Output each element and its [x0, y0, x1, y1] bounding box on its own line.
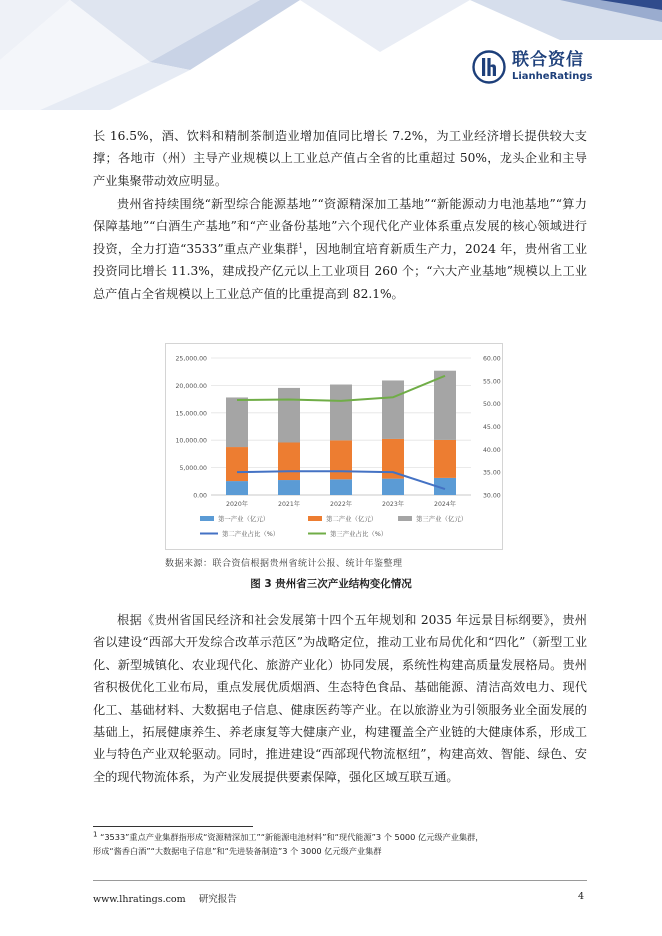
y-left-tick-label: 10,000.00	[175, 437, 207, 445]
footnote	[93, 830, 587, 858]
footnote-line-1	[93, 830, 587, 844]
paragraph-2-text	[93, 193, 587, 305]
footer-divider	[93, 880, 587, 881]
paragraph-industrial-growth	[93, 125, 587, 192]
bar-segment	[382, 479, 404, 495]
y-right-tick-label: 30.00	[483, 492, 501, 500]
paragraph-2-part-b: ，因地制宜培育新质生产力，2024 年，贵州省工业投资同比增长 11.3%，建成投产亿元以上工业项目 260 个；“六大产业基地”规模以上工业总产值占全省规模以上工业总产值的比重提高到 82.1%。	[93, 241, 588, 301]
y-left-tick-label: 25,000.00	[175, 355, 207, 363]
legend-label: 第二产业占比（%）	[222, 530, 280, 538]
bar-segment	[434, 371, 456, 440]
footnote-mark: 1	[93, 830, 98, 839]
legend-swatch	[398, 516, 412, 521]
bar-segment	[226, 481, 248, 495]
y-right-tick-label: 60.00	[483, 355, 501, 363]
footer-report-label: 研究报告	[198, 894, 237, 905]
footnote-divider	[93, 826, 253, 827]
footnote-line-2: 形成“酱香白酒”“大数据电子信息”和“先进装备制造”3 个 3000 亿元级产业集群	[93, 846, 382, 856]
industry-structure-chart	[165, 343, 503, 550]
y-left-tick-label: 5,000.00	[179, 465, 207, 473]
x-tick-label: 2023年	[382, 501, 404, 508]
bar-segment	[278, 388, 300, 443]
legend-label: 第三产业占比（%）	[330, 530, 388, 538]
legend-swatch	[308, 516, 322, 521]
legend-label: 第二产业（亿元）	[326, 515, 378, 523]
bar-segment	[226, 447, 248, 481]
y-right-tick-label: 45.00	[483, 424, 501, 431]
figure-source: 数据来源：联合资信根据贵州省统计公报、统计年鉴整理	[165, 559, 403, 569]
legend-swatch	[200, 516, 214, 521]
paragraph-planning	[93, 609, 587, 788]
paragraph-2-part-a: 贵州省持续围绕“新型综合能源基地”“资源精深加工基地”“新能源动力电池基地”“算力保障基地”“白酒生产基地”和“产业备份基地”六个现代化产业体系重点发展的核心领域进行投资，全力打造“3533”重点产业集群	[93, 197, 587, 256]
lianhe-logo-icon	[472, 50, 506, 84]
bar-segment	[330, 385, 352, 441]
bar-segment	[226, 397, 248, 447]
x-tick-label: 2022年	[330, 501, 352, 508]
bar-segment	[330, 479, 352, 495]
bar-segment	[330, 440, 352, 479]
footnote-reference: 1	[298, 241, 303, 250]
company-logo	[472, 50, 592, 84]
figure-caption: 图 3 贵州省三次产业结构变化情况	[250, 578, 412, 590]
footer-left	[93, 891, 237, 905]
bar-segment	[434, 440, 456, 478]
logo-english-name: LianheRatings	[512, 71, 593, 82]
y-right-tick-label: 55.00	[483, 378, 501, 386]
y-left-tick-label: 0.00	[193, 492, 207, 500]
x-tick-label: 2020年	[226, 501, 248, 508]
legend-label: 第一产业（亿元）	[218, 515, 270, 523]
footnote-line-1-text: “3533”重点产业集群指形成“资源精深加工”“新能源电池材料”和“现代能源”3 个 5000 亿元级产业集群，	[100, 832, 484, 842]
x-tick-label: 2021年	[278, 501, 300, 508]
logo-chinese-name: 联合资信	[512, 50, 584, 70]
legend-label: 第三产业（亿元）	[416, 515, 468, 523]
paragraph-1-text: 长 16.5%，酒、饮料和精制茶制造业增加值同比增长 7.2%，为工业经济增长提供较大支撑；各地市（州）主导产业规模以上工业总产值占全省的比重超过 50%，龙头企业和主导产业集聚带动效应明显。	[93, 129, 587, 188]
bar-segment	[278, 480, 300, 495]
y-left-tick-label: 20,000.00	[175, 382, 207, 390]
footer-website-link[interactable]: www.lhratings.com	[93, 894, 186, 905]
bar-segment	[382, 380, 404, 438]
page-number: 4	[578, 891, 585, 902]
x-tick-label: 2024年	[434, 501, 456, 508]
y-right-tick-label: 35.00	[483, 469, 501, 477]
chart-svg	[166, 344, 502, 549]
paragraph-3-text: 根据《贵州省国民经济和社会发展第十四个五年规划和 2035 年远景目标纲要》，贵州省以建设“西部大开发综合改革示范区”为战略定位，推动工业布局优化和“四化”（新型工业化、新型城镇化、农业现代化、旅游产业化）协同发展，系统性构建高质量发展格局。贵州省积极优化工业布局，重点发展优质烟酒、生态特色食品、基础能源、清洁高效电力、现代化工、基础材料、大数据电子信息、健康医药等产业。在以旅游业为引领服务业全面发展的基础上，拓展健康养生、养老康复等大健康产业，构建覆盖全产业链的大健康体系，形成工业与特色产业双轮驱动。同时，推进建设“西部现代物流枢纽”，构建高效、智能、绿色、安全的现代物流体系，为产业发展提供要素保障，强化区域互联互通。	[93, 613, 587, 784]
y-right-tick-label: 40.00	[483, 446, 501, 454]
paragraph-investment	[93, 193, 587, 305]
y-right-tick-label: 50.00	[483, 401, 501, 409]
bar-segment	[278, 443, 300, 481]
y-left-tick-label: 15,000.00	[175, 410, 207, 418]
